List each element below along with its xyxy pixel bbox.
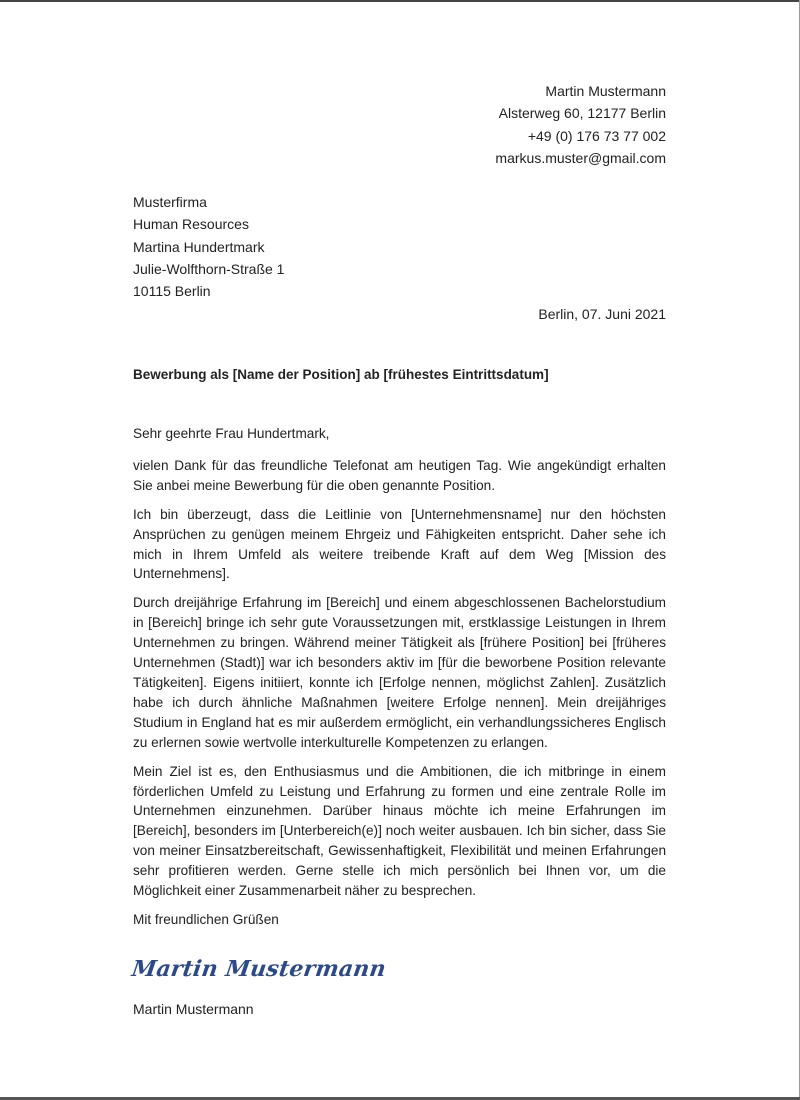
- recipient-street: Julie-Wolfthorn-Straße 1: [133, 260, 285, 277]
- body-paragraph: Durch dreijährige Erfahrung im [Bereich] und einem abgeschlossenen Bachelorstudium in [Bereich] bringe ich sehr gute Voraussetzungen mit, erstklassige Leistungen in Ihrem Unternehmen zu bringen. Während meiner Tätigkeit als [frühere Position] bei [früheres Unternehmen (Stadt)] war ich besonders aktiv im [für die beworbene Position relevante Tätigkeiten]. Eigens initiiert, konnte ich [Erfolge nennen, möglichst Zahlen]. Zusätzlich habe ich durch ähnliche Maßnahmen [weitere Erfolge nennen]. Mein dreijähriges Studium in England hat es mir außerdem ermöglicht, ein verhandlungssicheres Englisch zu erlernen sowie wertvolle interkulturelle Kompetenzen zu erlangen.: [133, 595, 666, 750]
- recipient-block: [133, 191, 284, 302]
- letter-date: Berlin, 07. Juni 2021: [538, 306, 666, 322]
- sender-address: Alsterweg 60, 12177 Berlin: [498, 105, 666, 122]
- recipient-city: 10115 Berlin: [133, 283, 211, 300]
- body-paragraph: Mein Ziel ist es, den Enthusiasmus und die Ambitionen, die ich mitbringe in einem förderlichen Umfeld zu Leistung und Erfahrung zu formen und eine zentrale Rolle im Unternehmen einzunehmen. Darüber hinaus möchte ich meine Erfahrungen im [Bereich], besonders im [Unterbereich(e)] noch weiter ausbauen. Ich bin sicher, dass Sie von meiner Einsatzbereitschaft, Gewissenhaftigkeit, Flexibilität und meinen Erfahrungen sehr profitieren werden. Gerne stelle ich mich persönlich bei Ihnen vor, um die Möglichkeit einer Zusammenarbeit näher zu besprechen.: [133, 763, 666, 899]
- recipient-department: Human Resources: [133, 216, 249, 233]
- sender-phone: +49 (0) 176 73 77 002: [527, 127, 666, 144]
- letter-subject: Bewerbung als [Name der Position] ab [frühestes Eintrittsdatum]: [133, 367, 549, 382]
- letter-body: [133, 424, 666, 930]
- salutation: Sehr geehrte Frau Hundertmark,: [133, 426, 330, 441]
- sender-email: markus.muster@gmail.com: [495, 149, 666, 166]
- sender-name: Martin Mustermann: [545, 83, 666, 99]
- recipient-company: Musterfirma: [133, 194, 207, 210]
- body-paragraph: Ich bin überzeugt, dass die Leitlinie von [Unternehmensname] nur den höchsten Ansprüchen zu genügen meinem Ehrgeiz und Fähigkeiten entspricht. Daher sehe ich mich in Ihrem Umfeld als weitere treibende Kraft auf dem Weg [Mission des Unternehmens].: [133, 506, 666, 582]
- handwritten-signature: Martin Mustermann: [130, 956, 388, 982]
- closing: Mit freundlichen Grüßen: [133, 911, 279, 927]
- page-top-border: [0, 0, 800, 2]
- signer-name: Martin Mustermann: [133, 1001, 254, 1017]
- body-paragraph: vielen Dank für das freundliche Telefonat am heutigen Tag. Wie angekündigt erhalten Sie anbei meine Bewerbung für die oben genannte Position.: [133, 457, 666, 493]
- recipient-contact: Martina Hundertmark: [133, 238, 265, 255]
- sender-block: [495, 80, 666, 169]
